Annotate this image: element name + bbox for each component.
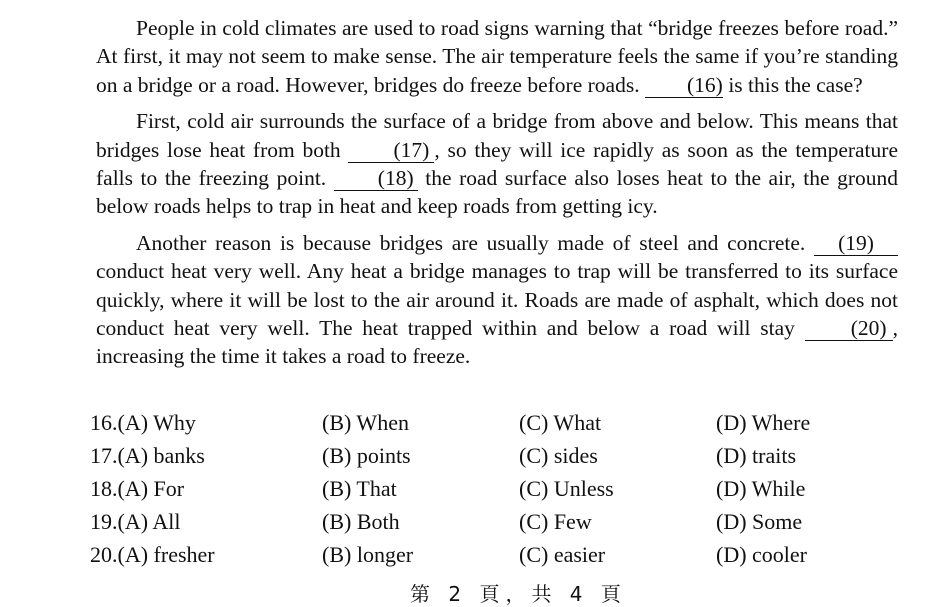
option-18-b[interactable]: (B) That [322,476,397,501]
paragraph-2-text-a: First, cold air surrounds the surface of a bridge from above and below. This means that bridges lose heat from both [96,109,898,162]
paragraph-2-text-c: the road surface also loses heat to the air, the ground below roads helps to trap in heat and keep roads from getting icy. [96,166,899,219]
paragraph-3-text-a: Another reason is because bridges are usually made of steel and concrete. [136,230,806,255]
option-17-a[interactable]: 17.(A) banks [90,443,205,468]
option-20-d[interactable]: (D) cooler [716,542,808,567]
option-18-d[interactable]: (D) While [716,476,806,501]
blank-18: (18) [334,167,418,191]
option-19-c[interactable]: (C) Few [519,509,592,534]
option-16-c[interactable]: (C) What [519,410,602,435]
option-20-a[interactable]: 20.(A) fresher [90,542,215,567]
option-20-c[interactable]: (C) easier [519,542,606,567]
blank-16: (16) [645,74,723,98]
option-16-a[interactable]: 16.(A) Why [90,410,196,435]
paragraph-2-text-b: , so they will ice rapidly as soon as the temperature falls to the freezing point. [96,137,898,191]
option-16-d[interactable]: (D) Where [716,410,811,435]
paragraph-3 [96,229,898,371]
paragraph-1-text-a: People in cold climates are used to road signs warning that “bridge freezes before road.” At first, it may not seem to make sense. The air temperature feels the same if you’re standing on a bridge or a road. However, bridges do freeze before roads. [96,16,898,97]
option-row-20 [90,542,890,575]
cloze-passage [96,14,898,379]
option-20-b[interactable]: (B) longer [322,542,414,567]
paragraph-1-text-b: is this the case? [728,72,863,97]
option-16-b[interactable]: (B) When [322,410,409,435]
paragraph-3-text-b: conduct heat very well. Any heat a bridge manages to trap will be transferred to its surface quickly, where it will be lost to the air around it. Roads are made of asphalt, which does not conduct heat very well. The heat trapped within and below a road will stay [96,259,898,341]
option-19-a[interactable]: 19.(A) All [90,509,181,534]
option-17-c[interactable]: (C) sides [519,443,598,468]
option-row-17 [90,443,890,476]
blank-19: (19) [814,232,898,256]
paragraph-2 [96,107,898,221]
option-19-d[interactable]: (D) Some [716,509,803,534]
option-row-19 [90,509,890,542]
paragraph-1 [96,14,898,99]
page-footer: 第 2 頁，共 4 頁 [410,582,627,606]
blank-17: (17) [348,139,434,163]
option-18-a[interactable]: 18.(A) For [90,476,185,501]
option-18-c[interactable]: (C) Unless [519,476,614,501]
option-row-18 [90,476,890,509]
option-row-16 [90,410,890,443]
blank-20: (20) [805,317,893,341]
option-19-b[interactable]: (B) Both [322,509,400,534]
paragraph-3-text-c: , increasing the time it takes a road to freeze. [96,316,898,369]
option-17-b[interactable]: (B) points [322,443,411,468]
answer-options [90,410,890,575]
option-17-d[interactable]: (D) traits [716,443,797,468]
